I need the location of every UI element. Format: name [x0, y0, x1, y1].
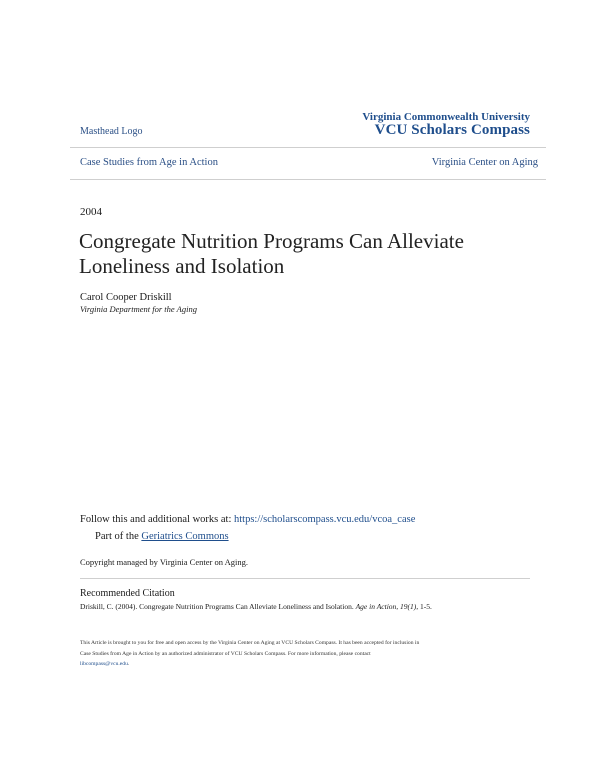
- series-link[interactable]: Case Studies from Age in Action: [80, 157, 218, 168]
- header-divider: [70, 147, 546, 148]
- follow-label: Follow this and additional works at:: [80, 514, 234, 525]
- part-of-label: Part of the: [95, 531, 142, 542]
- scholars-compass-link[interactable]: VCU Scholars Compass: [374, 122, 530, 138]
- title-line-2: Loneliness and Isolation: [79, 254, 285, 278]
- citation-pages: 1-5.: [418, 602, 432, 611]
- publication-year: 2004: [80, 206, 102, 218]
- notice-line-2: Case Studies from Age in Action by an authorized administrator of VCU Scholars Compass. For more information, please contact: [80, 650, 371, 657]
- nav-divider: [70, 179, 546, 180]
- author-name: Carol Cooper Driskill: [80, 292, 172, 303]
- article-title: [79, 229, 539, 279]
- citation-text: [80, 602, 432, 611]
- copyright-notice: Copyright managed by Virginia Center on Aging.: [80, 557, 248, 567]
- author-affiliation: Virginia Department for the Aging: [80, 304, 197, 314]
- center-link[interactable]: Virginia Center on Aging: [431, 157, 538, 168]
- follow-line: [80, 514, 415, 525]
- notice-line-1: This Article is brought to you for free and open access by the Virginia Center on Aging at VCU Scholars Compass. It has been accepted for inclusion in: [80, 640, 420, 646]
- geriatrics-commons-link[interactable]: Geriatrics Commons: [141, 531, 229, 542]
- university-link[interactable]: Virginia Commonwealth University: [362, 111, 530, 123]
- collection-url-link[interactable]: https://scholarscompass.vcu.edu/vcoa_case: [234, 514, 416, 525]
- title-line-1: Congregate Nutrition Programs Can Alleviate: [79, 229, 464, 253]
- access-notice: [80, 638, 540, 670]
- citation-main: Driskill, C. (2004). Congregate Nutrition Programs Can Alleviate Loneliness and Isolation.: [80, 602, 356, 611]
- citation-divider: [80, 578, 530, 579]
- notice-line-3: [80, 659, 540, 670]
- masthead-logo-link[interactable]: Masthead Logo: [80, 126, 143, 137]
- notice-email-suffix: .: [127, 661, 130, 667]
- recommended-citation-heading: Recommended Citation: [80, 588, 175, 599]
- part-of-line: [95, 531, 229, 542]
- citation-journal: Age in Action, 19(1),: [355, 602, 419, 611]
- contact-email-link[interactable]: libcompass@vcu.edu: [80, 661, 128, 667]
